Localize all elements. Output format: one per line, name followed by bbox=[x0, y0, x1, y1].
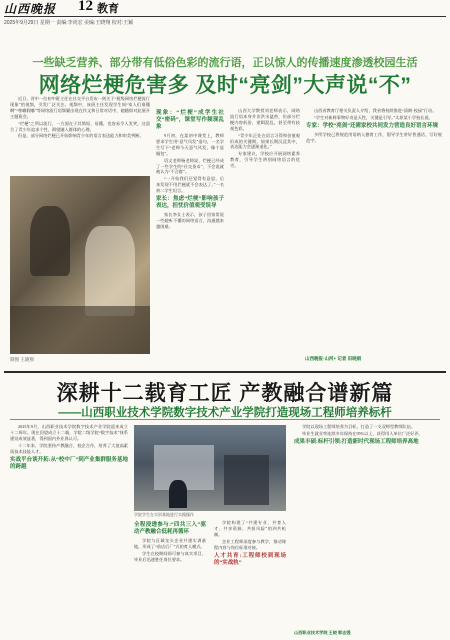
paragraph: 毕业生就业率连续多年保持在95%以上，获得用人单位广泛好评。 bbox=[302, 430, 423, 436]
paragraph: 多所学校已将规范用语纳入德育工作，倡导学生讲好普通话、写好规范字。 bbox=[306, 131, 442, 143]
section-title: 教育 bbox=[97, 3, 119, 15]
story1-col2 bbox=[156, 108, 224, 354]
paragraph: “烂梗”之所以流行，一方面在于其简短、易懂，也容易令人发笑，这迎合了青少年追求个性、渴望融入群体的心理。 bbox=[10, 120, 150, 132]
story1-headline: 网络烂梗危害多 及时“亮剑”大声说“不” bbox=[38, 74, 412, 97]
story1-col3 bbox=[230, 108, 300, 354]
section-divider bbox=[4, 371, 446, 373]
masthead-rule bbox=[4, 16, 446, 17]
photo-caption: 制图 王晓翔 bbox=[10, 357, 34, 362]
story2-col1 bbox=[10, 424, 128, 636]
section-subhead: 成果丰硕:标杆引领:打造新时代现场工程师培养高地 bbox=[294, 438, 419, 445]
story2-photo bbox=[134, 425, 286, 511]
section-subhead: 家长：焦虑“烂梗”影响孩子表达，担忧价值观受误导 bbox=[156, 196, 224, 210]
dateline: 2025年9月29日 星期一 责编:李尚宏 美编:王晓翔 校对:王颖 bbox=[4, 20, 134, 26]
paragraph: 学生在校期间即可参与真实项目，毕业后迅速胜任岗位要求。 bbox=[134, 550, 206, 562]
story2-byline: 山西职业技术学院 王晓 郭志强 bbox=[294, 630, 351, 635]
page-number: 12 bbox=[78, 0, 93, 14]
photo-caption: 学院学生在实训基地进行实践操作 bbox=[134, 512, 194, 517]
paragraph: 企业工程师深度参与教学，推动课程内容与岗位标准对接。 bbox=[214, 538, 286, 550]
paragraph: 学院以现场工程师培养为目标，打造了一支双师型教师队伍。 bbox=[302, 424, 416, 429]
paragraph: “青少年正处在语言习得和价值观形成的关键期，如果长期沉浸其中，表达能力会逐渐退化。” bbox=[230, 132, 300, 150]
story1-col1 bbox=[10, 96, 150, 172]
section-subhead: 实战平台谈开拓:从“校中厂”到产业集群服务基地的跨越 bbox=[10, 456, 128, 470]
paragraph: 近日，晋中一位初中班主任在社交平台发布一则关于“班级网络烂梗流行现象”的视频，引发广泛关注。视频中，该班主任发现学生间“家人们谁懂啊”“尊嘟假嘟”等网络流行语频繁出现在作文和日常对话中，她随即对此展开主题班会。 bbox=[10, 96, 150, 119]
paragraph: 语文老师杨老师说，烂梗已经成了一些学生的“社交货币”，不会说就被认为“不合群”。 bbox=[156, 157, 224, 175]
story1-col4 bbox=[306, 108, 442, 354]
paragraph: 但是，部分网络烂梗已开始影响青少年的语言表达能力和审美判断。 bbox=[18, 133, 144, 139]
paragraph: “学生对新鲜事物好奇是天性，关键是引导。”太原某小学校长说。 bbox=[314, 114, 433, 120]
story2-col3 bbox=[214, 520, 286, 636]
story1-byline: 山西晚报·山河+ 记者 田晓娟 bbox=[305, 356, 362, 361]
masthead bbox=[0, 0, 450, 14]
paragraph: 家长李女士表示，孩子回家常说一些她听不懂的网络语言，沟通越来越困难。 bbox=[156, 212, 224, 229]
story2-deck: ——山西职业技术学院数字技术产业学院打造现场工程师培养标杆 bbox=[58, 407, 392, 419]
paragraph: “一开始我们还觉得有意思，后来发现不用烂梗就不会表达了。”一名初二学生坦言。 bbox=[156, 176, 224, 194]
section-subhead: 全程浸透参与:“四共三入”驱动产教融合低耗再循环 bbox=[134, 522, 206, 535]
newspaper-logo: 山西晚报 bbox=[4, 2, 57, 16]
paragraph: 学院构建了“共建专业、共育人才、共享资源、共担风险”的四共机制。 bbox=[214, 520, 286, 537]
section-subhead: 现象：“烂梗”成学生社交“密码”，课堂写作频现乱象 bbox=[156, 110, 224, 130]
story1-kicker: 一些缺乏营养、部分带有低俗色彩的流行语，正以惊人的传播速度渗透校园生活 bbox=[32, 57, 418, 69]
story2-col2 bbox=[134, 520, 206, 636]
paragraph: 9月初，在某初中课堂上，教师要求学生用“意气风发”造句，一名学生写下“老师今天意气风发，像个显眼包”。 bbox=[156, 133, 224, 156]
story2-headline: 深耕十二载育工匠 产教融合谱新篇 bbox=[56, 382, 394, 405]
story2-col4 bbox=[294, 424, 442, 630]
paragraph: 十二年来，学院坚持产教融合、校企合作，培养了大批高素质技术技能人才。 bbox=[10, 442, 128, 454]
section-subhead: 人才共育:工程师校到现场的“实战轨” bbox=[214, 552, 286, 566]
paragraph: 专家建议，学校应开展网络素养教育，引导学生辨别网络语言的优劣。 bbox=[230, 151, 300, 169]
paragraph: 2025年9月，山西职业技术学院数字技术产业学院迎来成立十二周年。现在回望成立十二载，学院二级学院“数字技术”体系建设成效显著，得到国内外业界认可。 bbox=[10, 424, 128, 441]
paragraph: 学院与区域龙头企业共建实训基地，形成了“前店后厂”式的育人模式。 bbox=[134, 538, 206, 549]
paragraph: 山西大学教授刘老师表示，网络流行语本身并非洪水猛兽，但部分烂梗内容低俗、逻辑混乱，甚至带有歧视色彩。 bbox=[230, 108, 300, 131]
paragraph: 山西省教育厅相关负责人介绍，我省将持续推进“清朗·校园”行动。 bbox=[314, 108, 437, 113]
deck-rule bbox=[10, 419, 440, 420]
section-subhead: 专家：学校“亮剑”还需家校共同发力营造良好语言环境 bbox=[306, 122, 439, 129]
story1-illustration bbox=[10, 176, 150, 354]
